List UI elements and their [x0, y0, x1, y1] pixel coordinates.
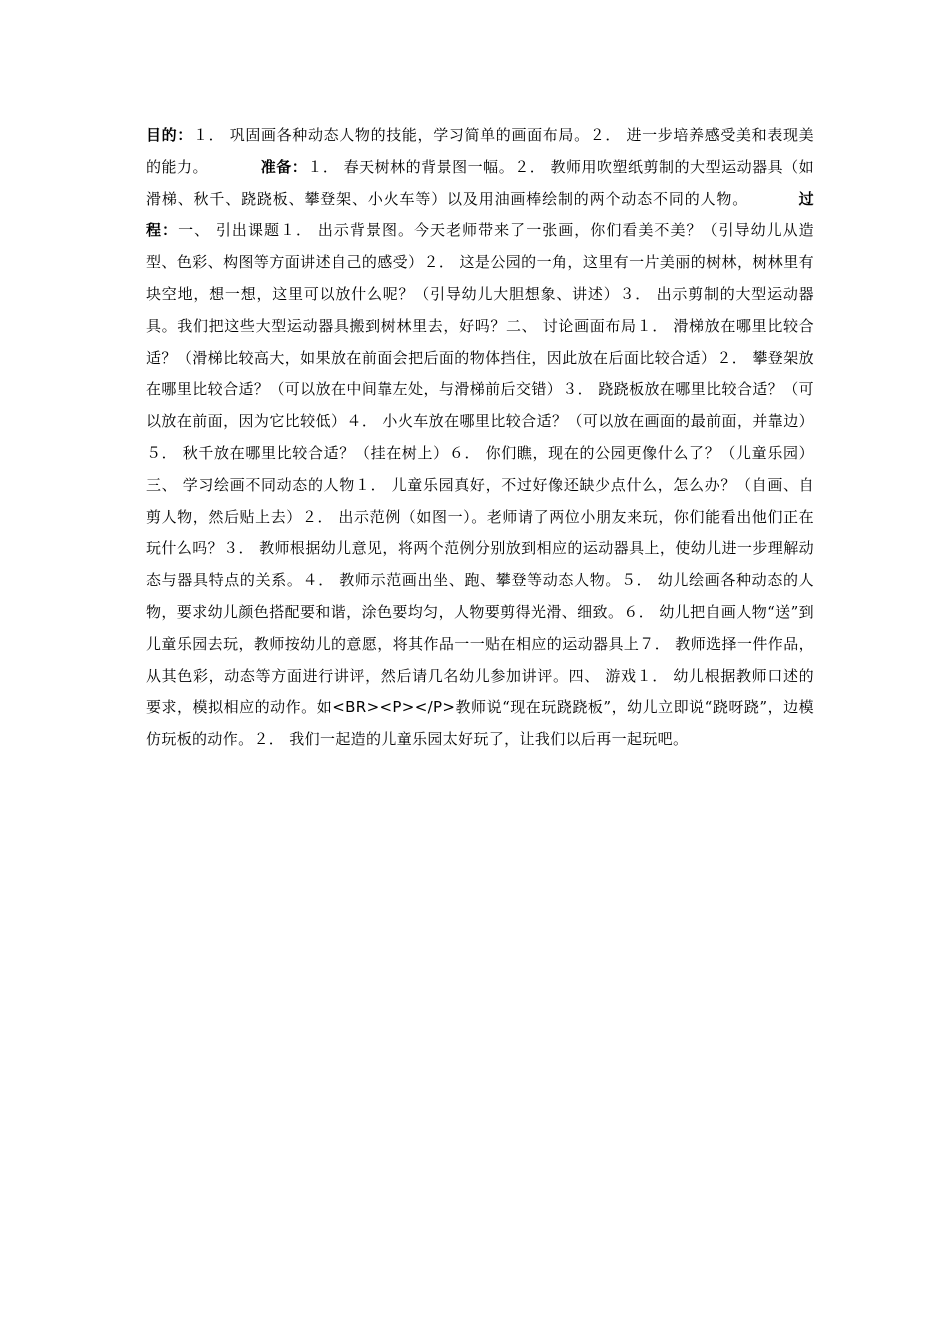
preparation-label: 准备： — [260, 157, 308, 176]
purpose-text: １． 巩固画各种动态人物的技能，学习简单的画面布局。２． 进一步培养感受美和表现美的能力。 — [146, 126, 814, 176]
process-text: 一、 引出课题１． 出示背景图。今天老师带来了一张画，你们看美不美？（引导幼儿从造型、色彩、构图等方面讲述自己的感受）２． 这是公园的一角，这里有一片美丽的树林，树林里有块空地，想一想，这里可以放什么呢？（引导幼儿大胆想象、讲述）３． 出示剪制的大型运动器具。我们把这些大型运动器具搬到树林里去，好吗？二、 讨论画面布局１． 滑梯放在哪里比较合适？（滑梯比较高大，如果放在前面会把后面的物体挡住，因此放在后面比较合适）２． 攀登架放在哪里比较合适？（可以放在中间靠左处，与滑梯前后交错）３． 跷跷板放在哪里比较合适？（可以放在前面，因为它比较低）４． 小火车放在哪里比较合适？（可以放在画面的最前面，并靠边）５． 秋千放在哪里比较合适？（挂在树上）６． 你们瞧，现在的公园更像什么了？（儿童乐园）三、 学习绘画不同动态的人物１． 儿童乐园真好，不过好像还缺少点什么，怎么办？（自画、自剪人物，然后贴上去）２． 出示范例（如图一）。老师请了两位小朋友来玩，你们能看出他们正在玩什么吗？３． 教师根据幼儿意见，将两个范例分别放到相应的运动器具上，使幼儿进一步理解动态与器具特点的关系。４． 教师示范画出坐、跑、攀登等动态人物。５． 幼儿绘画各种动态的人物，要求幼儿颜色搭配要和谐，涂色要均匀，人物要剪得光滑、细致。６． 幼儿把自画人物“送”到儿童乐园去玩，教师按幼儿的意愿，将其作品一一贴在相应的运动器具上７． 教师选择一件作品，从其色彩，动态等方面进行讲评，然后请几名幼儿参加讲评。四、 游戏１． 幼儿根据教师口述的要求，模拟相应的动作。如 — [146, 221, 815, 717]
document-page — [146, 120, 814, 756]
lesson-plan-paragraph — [146, 120, 814, 756]
ending-text: 教师说“现在玩跷跷板”，幼儿立即说“跷呀跷”，边模仿玩板的动作。２． 我们一起造的儿童乐园太好玩了，让我们以后再一起玩吧。 — [146, 698, 814, 749]
spacer — [213, 158, 260, 176]
raw-markup-text: <BR><P></P> — [332, 698, 456, 717]
purpose-label: 目的： — [146, 126, 193, 144]
preparation-text: １． 春天树林的背景图一幅。２． 教师用吹塑纸剪制的大型运动器具（如滑梯、秋千、跷跷板、攀登架、小火车等）以及用油画棒绘制的两个动态不同的人物。 — [146, 157, 814, 208]
spacer — [748, 190, 799, 208]
process-label: 过程： — [146, 189, 814, 240]
